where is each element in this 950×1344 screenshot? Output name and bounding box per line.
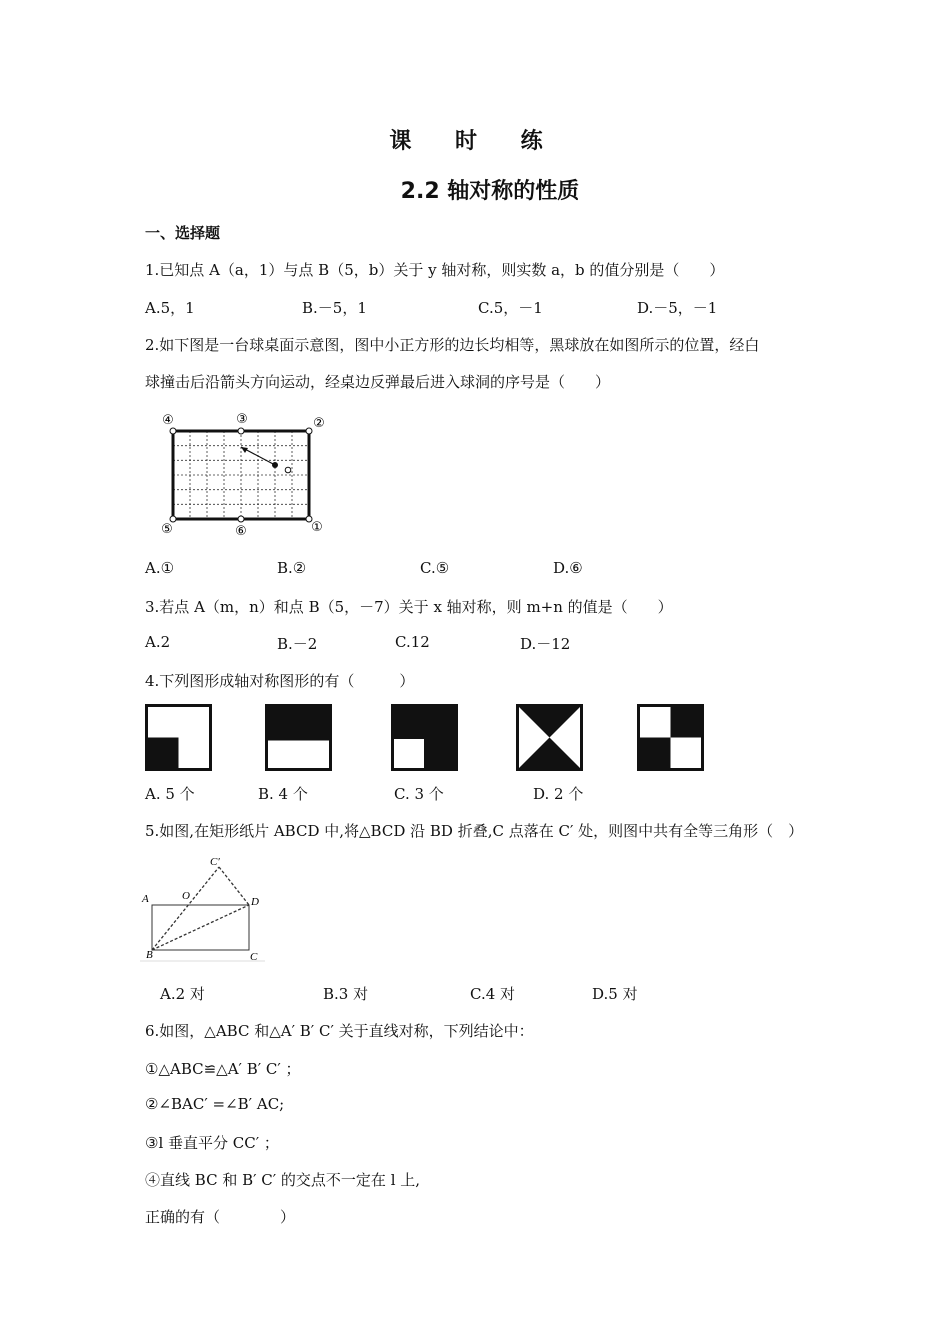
q6-statement-4: ④直线 BC 和 B′ C′ 的交点不一定在 l 上, bbox=[145, 1171, 421, 1189]
q3-option-c: C.12 bbox=[395, 633, 430, 651]
fold-line-bd bbox=[152, 905, 249, 950]
q1-option-a: A.5，1 bbox=[145, 299, 195, 317]
q4-option-b: B. 4 个 bbox=[258, 785, 308, 803]
q4-option-d: D. 2 个 bbox=[533, 785, 584, 803]
page-title: 课 时 练 bbox=[389, 129, 561, 154]
label-c: C bbox=[250, 951, 258, 963]
hole-3-marker bbox=[238, 428, 244, 434]
question-2-line2: 球撞击后沿箭头方向运动，经桌边反弹最后进入球洞的序号是（ ） bbox=[145, 373, 611, 391]
question-1: 1.已知点 A（a，1）与点 B（5，b）关于 y 轴对称，则实数 a，b 的值分别是（ ） bbox=[145, 261, 725, 279]
page-subtitle: 2.2 轴对称的性质 bbox=[400, 179, 580, 204]
label-c-prime: C′ bbox=[210, 856, 220, 868]
hole-label-6: ⑥ bbox=[235, 524, 247, 539]
q6-statement-1: ①△ABC≌△A′ B′ C′ ； bbox=[145, 1060, 301, 1078]
hole-label-1: ① bbox=[311, 520, 323, 535]
figure-1-square bbox=[145, 704, 212, 771]
q5-option-d: D.5 对 bbox=[592, 985, 638, 1003]
q6-statement-3: ③l 垂直平分 CC′ ； bbox=[145, 1134, 279, 1152]
figure-5-square bbox=[637, 704, 704, 771]
black-ball bbox=[272, 462, 278, 468]
q1-option-d: D.－5，－1 bbox=[637, 299, 718, 317]
q5-option-b: B.3 对 bbox=[323, 985, 369, 1003]
question-4: 4.下列图形成轴对称图形的有（ ） bbox=[145, 672, 415, 690]
q2-option-d: D.⑥ bbox=[553, 559, 583, 577]
hole-label-4: ④ bbox=[162, 413, 174, 428]
hole-2-marker bbox=[306, 428, 312, 434]
figure-3-square bbox=[391, 704, 458, 771]
figure-2-square bbox=[265, 704, 332, 771]
q6-ending: 正确的有（ ） bbox=[145, 1208, 296, 1226]
q3-option-a: A.2 bbox=[145, 633, 171, 651]
q3-option-d: D.－12 bbox=[520, 635, 571, 653]
line-c1d bbox=[219, 867, 249, 905]
line-bc1 bbox=[152, 867, 219, 950]
table-grid bbox=[173, 431, 309, 519]
label-b: B bbox=[146, 949, 153, 961]
q5-option-c: C.4 对 bbox=[470, 985, 516, 1003]
figure-4-square bbox=[516, 704, 583, 771]
q4-option-a: A. 5 个 bbox=[145, 785, 195, 803]
white-ball bbox=[285, 467, 291, 473]
question-2-line1: 2.如下图是一台球桌面示意图，图中小正方形的边长均相等，黑球放在如图所示的位置，经白 bbox=[145, 336, 760, 354]
label-d: D bbox=[251, 896, 259, 908]
q5-option-a: A.2 对 bbox=[160, 985, 205, 1003]
q2-option-c: C.⑤ bbox=[420, 559, 450, 577]
question-3: 3.若点 A（m，n）和点 B（5，－7）关于 x 轴对称，则 m+n 的值是（ ） bbox=[145, 598, 673, 616]
q6-statement-2: ②∠BAC′ =∠B′ AC; bbox=[145, 1095, 285, 1113]
q1-option-c: C.5，－1 bbox=[478, 299, 543, 317]
hole-4-marker bbox=[170, 428, 176, 434]
label-o: O bbox=[182, 890, 190, 902]
billiard-table-diagram bbox=[155, 405, 340, 540]
label-a: A bbox=[142, 893, 149, 905]
rectangle-fold-diagram bbox=[140, 852, 270, 967]
hole-label-2: ② bbox=[313, 416, 325, 431]
question-5: 5.如图,在矩形纸片 ABCD 中,将△BCD 沿 BD 折叠,C 点落在 C′ 处，则图中共有全等三角形（ ） bbox=[145, 822, 804, 840]
hole-6-marker bbox=[238, 516, 244, 522]
q4-option-c: C. 3 个 bbox=[394, 785, 444, 803]
hole-label-3: ③ bbox=[236, 412, 248, 427]
q1-option-b: B.－5，1 bbox=[302, 299, 367, 317]
hole-label-5: ⑤ bbox=[161, 522, 173, 537]
q3-option-b: B.－2 bbox=[277, 635, 318, 653]
question-6: 6.如图，△ABC 和△A′ B′ C′ 关于直线对称，下列结论中： bbox=[145, 1022, 534, 1040]
section-heading: 一、选择题 bbox=[145, 224, 221, 242]
q2-option-b: B.② bbox=[277, 559, 307, 577]
q2-option-a: A.① bbox=[145, 559, 175, 577]
